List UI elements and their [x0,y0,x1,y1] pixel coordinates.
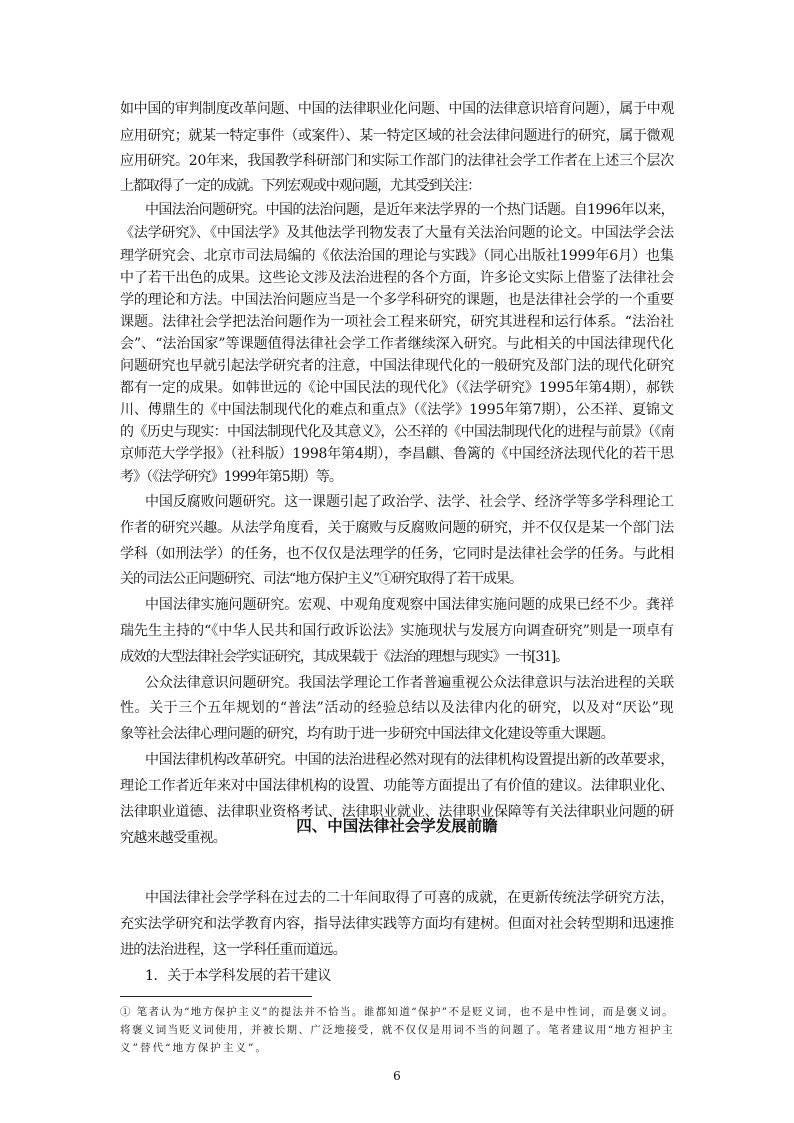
footnote-line: 将褒义词当贬义词使用，并被长期、广泛地接受，就不仅仅是用词不当的问题了。笔者建议用“地方袒护主 [120,1024,674,1036]
text-line: 作者的研究兴趣。从法学角度看，关于腐败与反腐败问题的研究，并不仅仅是某一个部门法 [120,520,674,536]
text-line: 公众法律意识问题研究。我国法学理论工作者普遍重视公众法律意识与法治进程的关联 [145,675,674,691]
footnote-line: ① 笔者认为“地方保护主义”的提法并不恰当。谁都知道“保护”不是贬义词，也不是中性词，而是褒义词。 [120,1006,674,1018]
text-line: 中国法治问题研究。中国的法治问题，是近年来法学界的一个热门话题。自1996年以来， [145,202,674,218]
footnote-divider [120,996,312,997]
text-line: 中了若干出色的成果。这些论文涉及法治进程的各个方面，许多论文实际上借鉴了法律社会 [120,270,674,286]
text-line: 问题研究也早就引起法学研究者的注意，中国法律现代化的一般研究及部门法的现代化研究 [120,358,674,374]
text-line: 象等社会法律心理问题的研究，均有助于进一步研究中国法律文化建设等重大课题。 [120,726,614,742]
text-line: 的《历史与现实：中国法制现代化及其意义》，公丕祥的《中国法制现代化的进程与前景》（《南 [120,424,674,440]
text-line: 理学研究会、北京市司法局编的《依法治国的理论与实践》（同心出版社1999年6月）也集 [120,248,674,264]
text-line: 1．关于本学科发展的若干建议 [145,968,331,984]
text-line: 中国反腐败问题研究。这一课题引起了政治学、法学、社会学、经济学等多学科理论工 [145,494,674,510]
text-line: 学科（如刑法学）的任务，也不仅仅是法理学的任务，它同时是法律社会学的任务。与此相 [120,546,674,562]
text-line: 中国法律机构改革研究。中国的法治进程必然对现有的法律机构设置提出新的改革要求， [145,752,674,768]
text-line: 应用研究。20年来，我国教学科研部门和实际工作部门的法律社会学工作者在上述三个层次 [120,153,674,169]
text-line: 都有一定的成果。如韩世远的《论中国民法的现代化》（《法学研究》1995年第4期），郝铁 [120,380,674,396]
text-line: 充实法学研究和法学教育内容，指导法律实践等方面均有建树。但面对社会转型期和迅速推 [120,916,674,932]
text-line: 上都取得了一定的成就。下列宏观或中观问题，尤其受到关注： [120,178,480,194]
text-line: 川、傅鼎生的《中国法制现代化的难点和重点》（《法学》1995年第7期），公丕祥、夏锦文 [120,402,674,418]
footnote-line: 义”替代“地方保护主义”。 [120,1042,268,1054]
text-line: 理论工作者近年来对中国法律机构的设置、功能等方面提出了有价值的建议。法律职业化、 [120,778,674,794]
text-line: 如中国的审判制度改革问题、中国的法律职业化问题、中国的法律意识培育问题），属于中观 [120,101,674,117]
text-line: 京师范大学学报》（社科版）1998年第4期），李昌麒、鲁篱的《中国经济法现代化的若干思 [120,446,674,462]
text-line: 中国法律实施问题研究。宏观、中观角度观察中国法律实施问题的成果已经不少。龚祥 [145,597,674,613]
text-line: 成效的大型法律社会学实证研究，其成果载于《法治的理想与现实》一书[31]。 [120,649,568,665]
text-line: 法律职业道德、法律职业资格考试、法律职业就业、法律职业保障等有关法律职业问题的研 [120,804,674,820]
text-line: 性。关于三个五年规划的“普法”活动的经验总结以及法律内化的研究，以及对“厌讼”现 [120,700,674,716]
text-line: 关的司法公正问题研究、司法“地方保护主义”①研究取得了若干成果。 [120,571,522,587]
text-line: 应用研究；就某一特定事件（或案件）、某一特定区域的社会法律问题进行的研究，属于微观 [120,128,674,144]
text-line: 学的理论和方法。中国法治问题应当是一个多学科研究的课题，也是法律社会学的一个重要 [120,292,674,308]
text-line: 瑞先生主持的“《中华人民共和国行政诉讼法》实施现状与发展方向调查研究”则是一项卓有 [120,623,674,639]
section-heading: 四、中国法律社会学发展前瞻 [296,817,498,835]
text-line: 考》（《法学研究》1999年第5期）等。 [120,469,342,485]
text-line: 究越来越受重视。 [120,830,226,846]
page-number: 6 [393,1069,401,1083]
text-line: 进的法治进程，这一学科任重而道远。 [120,942,346,958]
text-line: 会”、“法治国家”等课题值得法律社会学工作者继续深入研究。与此相关的中国法律现代化 [120,336,674,352]
text-line: 课题。法律社会学把法治问题作为一项社会工程来研究，研究其进程和运行体系。“法治社 [120,314,674,330]
text-line: 中国法律社会学学科在过去的二十年间取得了可喜的成就，在更新传统法学研究方法， [145,890,674,906]
text-line: 《法学研究》、《中国法学》及其他法学刊物发表了大量有关法治问题的论文。中国法学会法 [120,225,674,241]
